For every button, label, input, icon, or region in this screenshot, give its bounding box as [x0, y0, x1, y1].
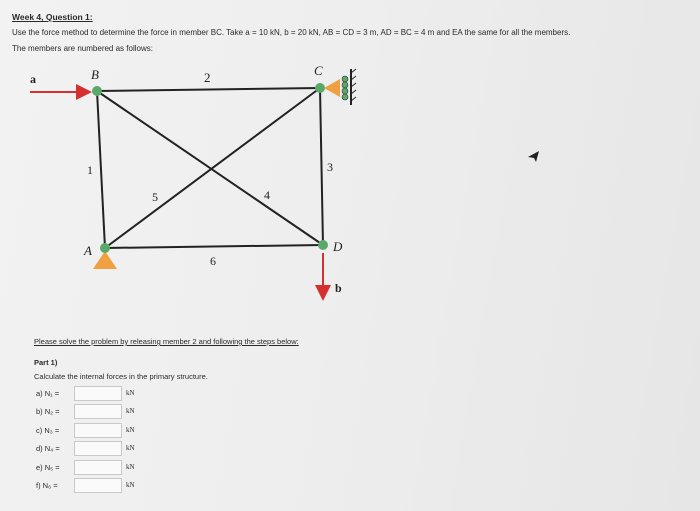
member-3-line: [320, 88, 323, 245]
mouse-cursor-icon: [527, 150, 541, 164]
member-6-line: [105, 245, 323, 248]
unit-label: kN: [126, 407, 135, 415]
member-1-label: 1: [87, 163, 93, 177]
truss-diagram: [0, 55, 400, 315]
member-4-label: 4: [264, 188, 270, 202]
node-D-label: D: [333, 239, 343, 254]
member-2-label: 2: [204, 70, 211, 85]
member-3-label: 3: [327, 160, 333, 174]
unit-label: kN: [126, 463, 135, 471]
node-A-label: A: [84, 243, 92, 258]
answer-input-N4[interactable]: [74, 441, 122, 456]
node-B: [92, 86, 102, 96]
answer-label: f) N₆ =: [36, 481, 58, 490]
answer-input-N5[interactable]: [74, 460, 122, 475]
answer-input-N6[interactable]: [74, 478, 122, 493]
member-5-label: 5: [152, 190, 158, 204]
numbering-note: The members are numbered as follows:: [12, 44, 153, 53]
instructions: Please solve the problem by releasing member 2 and following the steps below:: [34, 337, 299, 346]
unit-label: kN: [126, 426, 135, 434]
load-b-label: b: [335, 281, 342, 295]
answer-label: d) N₄ =: [36, 444, 60, 453]
answer-label: a) N₁ =: [36, 389, 60, 398]
member-4-line: [97, 91, 323, 245]
answer-input-N1[interactable]: [74, 386, 122, 401]
member-5-line: [105, 88, 320, 248]
unit-label: kN: [126, 444, 135, 452]
node-C-label: C: [314, 63, 323, 78]
part-prompt: Calculate the internal forces in the primary structure.: [34, 372, 208, 381]
pin-support-A: [93, 251, 117, 269]
answer-input-N3[interactable]: [74, 423, 122, 438]
member-2-line: [97, 88, 320, 91]
roller-wheels: [342, 76, 348, 100]
answer-label: c) N₃ =: [36, 426, 60, 435]
answer-input-N2[interactable]: [74, 404, 122, 419]
answer-label: b) N₂ =: [36, 407, 60, 416]
answer-label: e) N₅ =: [36, 463, 60, 472]
node-B-label: B: [91, 67, 99, 82]
unit-label: kN: [126, 481, 135, 489]
node-D: [318, 240, 328, 250]
member-1-line: [97, 91, 105, 248]
unit-label: kN: [126, 389, 135, 397]
node-A: [100, 243, 110, 253]
part-title: Part 1): [34, 358, 58, 367]
node-C: [315, 83, 325, 93]
problem-statement: Use the force method to determine the force in member BC. Take a = 10 kN, b = 20 kN, AB = CD = 3 m, AD = BC = 4 m and EA the same for all the members.: [12, 28, 571, 37]
roller-support-C: [324, 79, 340, 97]
load-a-label: a: [30, 72, 36, 86]
member-6-label: 6: [210, 254, 216, 268]
question-title: Week 4, Question 1:: [12, 12, 93, 22]
